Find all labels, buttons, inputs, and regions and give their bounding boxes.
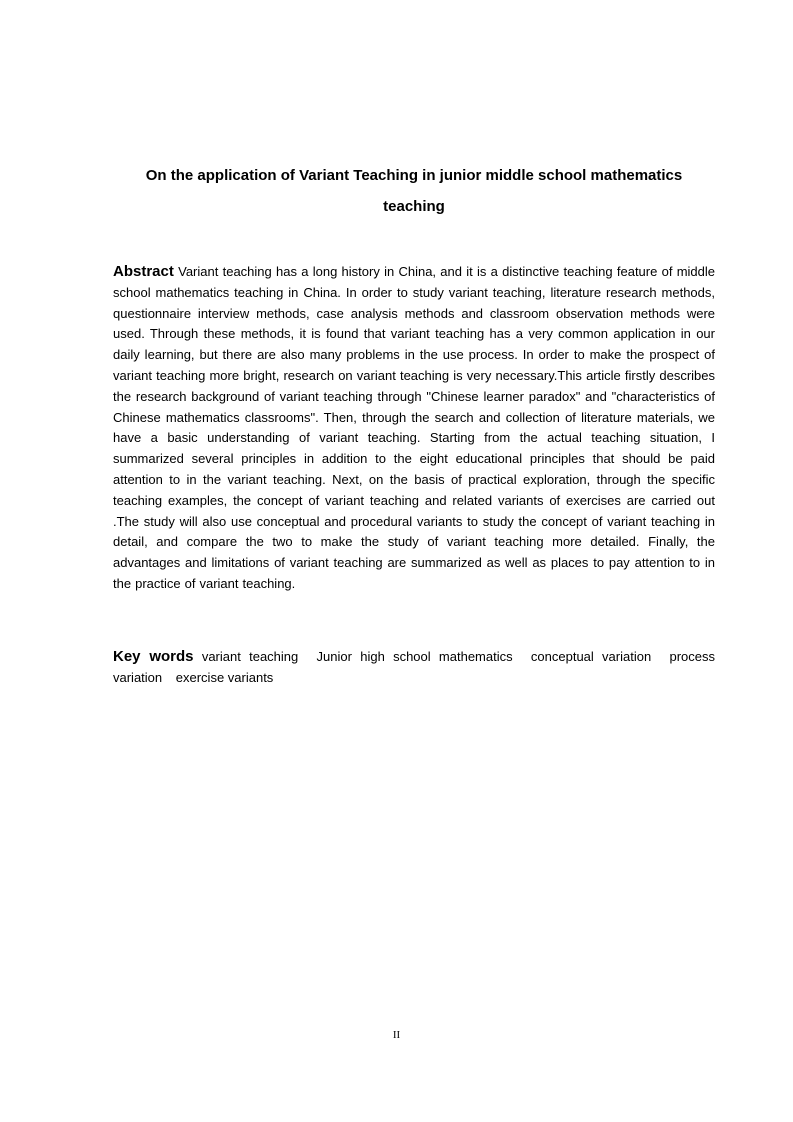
keyword-item: exercise variants bbox=[175, 669, 274, 685]
abstract-text: Variant teaching has a long history in China, and it is a distinctive teaching feature of middle school mathematics teaching in China. In order to study variant teaching, literature research methods, questionnaire interview methods, case analysis methods and classroom observation methods were used. Through these methods, it is found that variant teaching has a very common application in our daily learning, but there are also many problems in the use process. In order to make the prospect of variant teaching more bright, research on variant teaching is very necessary.This article firstly describes the research background of variant teaching through "Chinese learner paradox" and "characteristics of Chinese mathematics classrooms". Then, through the search and collection of literature materials, we have a basic understanding of variant teaching. Starting from the actual teaching situation, I summarized several principles in addition to the eight educational principles that should be paid attention to in the variant teaching. Next, on the basis of practical exploration, through the specific teaching examples, the concept of variant teaching and related variants of exercises are carried out .The study will also use conceptual and procedural variants to study the concept of variant teaching in detail, and compare the two to make the study of variant teaching more detailed. Finally, the advantages and limitations of variant teaching are summarized as well as places to pay attention to in the practice of variant teaching. bbox=[113, 264, 716, 591]
abstract-section bbox=[113, 262, 715, 595]
page-number: II bbox=[392, 1029, 401, 1041]
abstract-label: Abstract bbox=[113, 263, 174, 280]
keyword-item: Junior high school mathematics bbox=[316, 649, 513, 664]
document-title: On the application of Variant Teaching in junior middle school mathematics teaching bbox=[145, 167, 683, 215]
keyword-item: conceptual variation bbox=[530, 649, 652, 664]
keyword-item: variant teaching bbox=[201, 649, 299, 664]
keywords-section bbox=[113, 647, 715, 689]
keywords-label: Key words bbox=[113, 648, 194, 665]
keyword-item: process variation bbox=[113, 649, 716, 685]
